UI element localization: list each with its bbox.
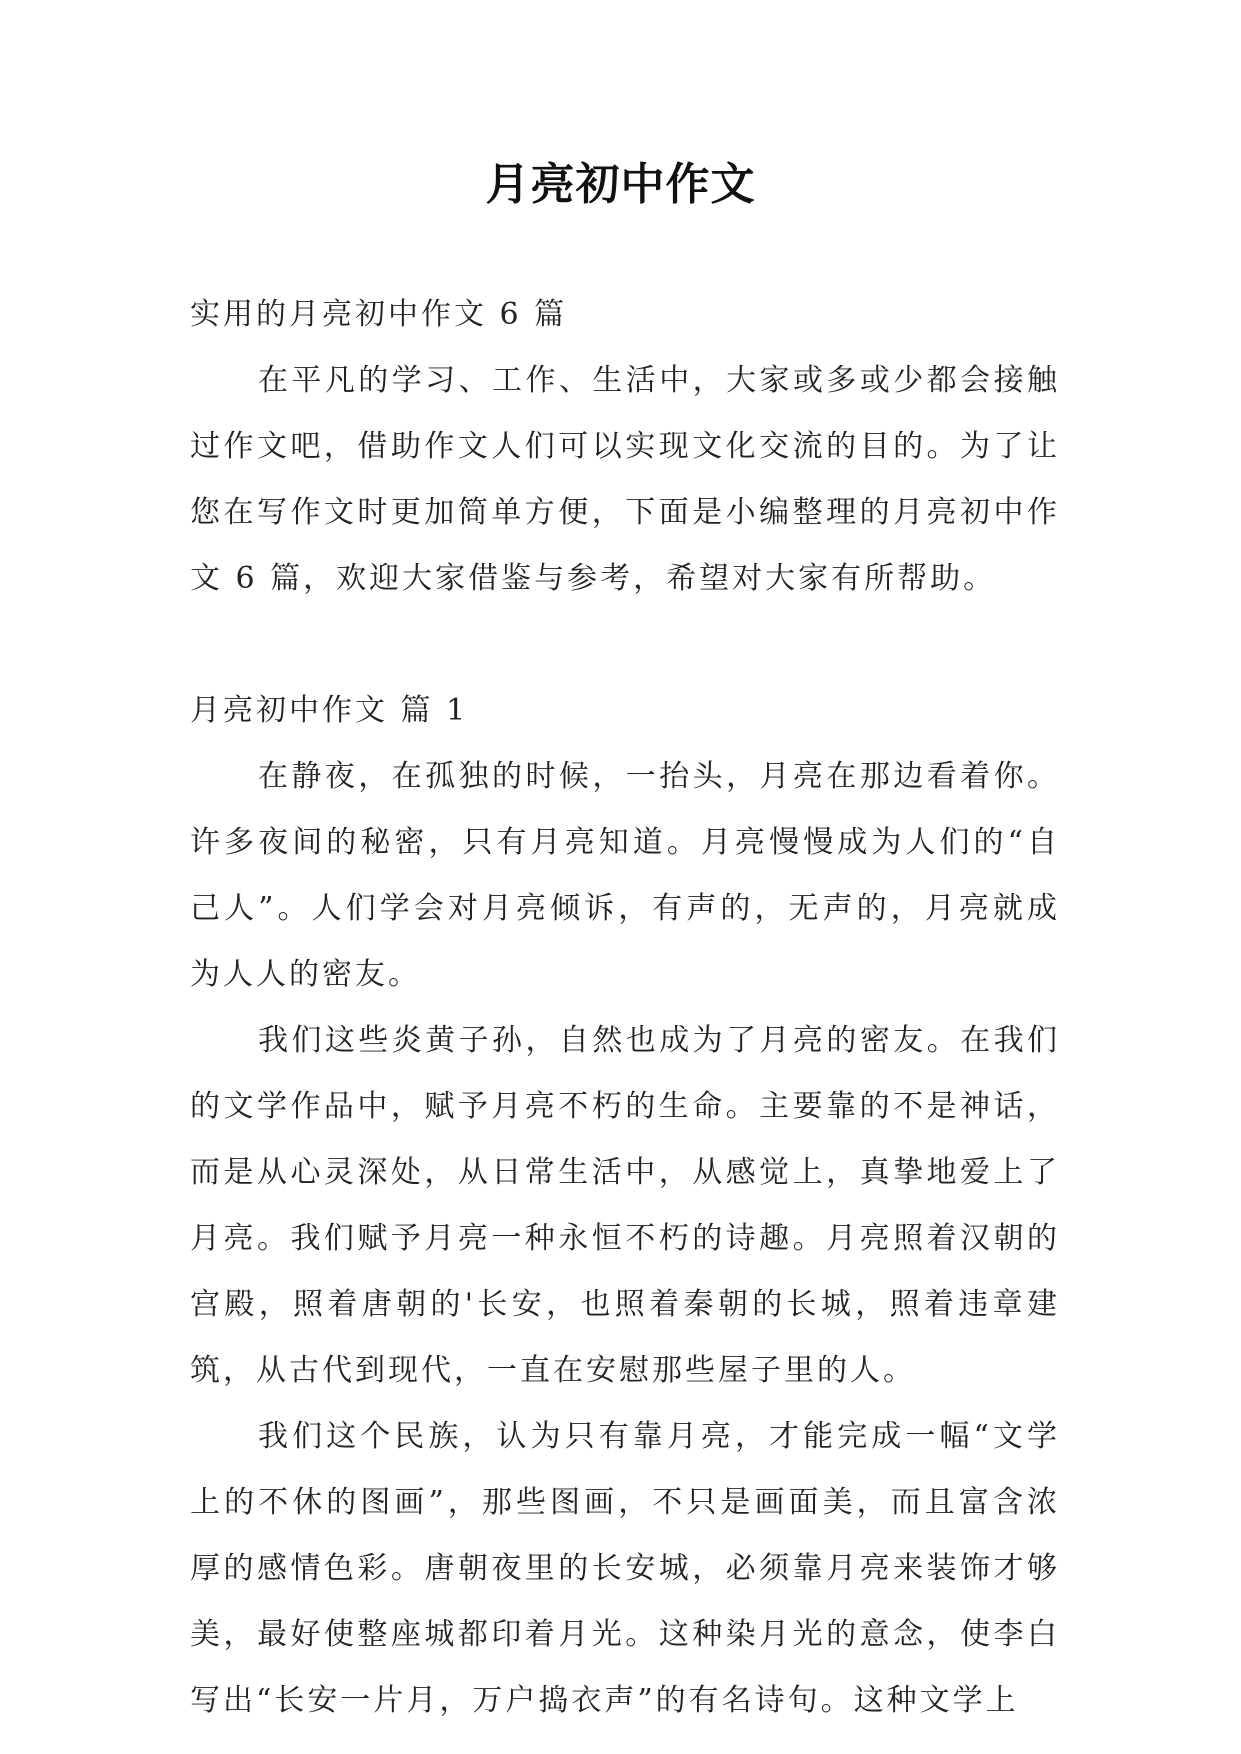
intro-paragraph: 在平凡的学习、工作、生活中，大家或多或少都会接触过作文吧，借助作文人们可以实现文化交流的目的。为了让您在写作文时更加简单方便，下面是小编整理的月亮初中作文 6 篇，欢迎大家借鉴与参考，希望对大家有所帮助。 [190, 363, 1060, 596]
document-body [190, 282, 1060, 1734]
intro-heading: 实用的月亮初中作文 6 篇 [190, 297, 568, 332]
section1-paragraph-3: 我们这个民族，认为只有靠月亮，才能完成一幅“文学上的不休的图画”，那些图画，不只是画面美，而且富含浓厚的感情色彩。唐朝夜里的长安城，必须靠月亮来装饰才够美，最好使整座城都印着月光。这种染月光的意念，使李白写出“长安一片月，万户捣衣声”的有名诗句。这种文学上 [190, 1419, 1060, 1718]
document-title: 月亮初中作文 [485, 159, 756, 210]
section1-heading: 月亮初中作文 篇 1 [190, 693, 469, 728]
section1-paragraph-2: 我们这些炎黄子孙，自然也成为了月亮的密友。在我们的文学作品中，赋予月亮不朽的生命。主要靠的不是神话，而是从心灵深处，从日常生活中，从感觉上，真挚地爱上了月亮。我们赋予月亮一种永恒不朽的诗趣。月亮照着汉朝的宫殿，照着唐朝的'长安，也照着秦朝的长城，照着违章建筑，从古代到现代，一直在安慰那些屋子里的人。 [190, 1023, 1060, 1388]
section-spacer [190, 612, 1060, 678]
section1-paragraph-1: 在静夜，在孤独的时候，一抬头，月亮在那边看着你。许多夜间的秘密，只有月亮知道。月亮慢慢成为人们的“自己人”。人们学会对月亮倾诉，有声的，无声的，月亮就成为人人的密友。 [190, 759, 1060, 992]
